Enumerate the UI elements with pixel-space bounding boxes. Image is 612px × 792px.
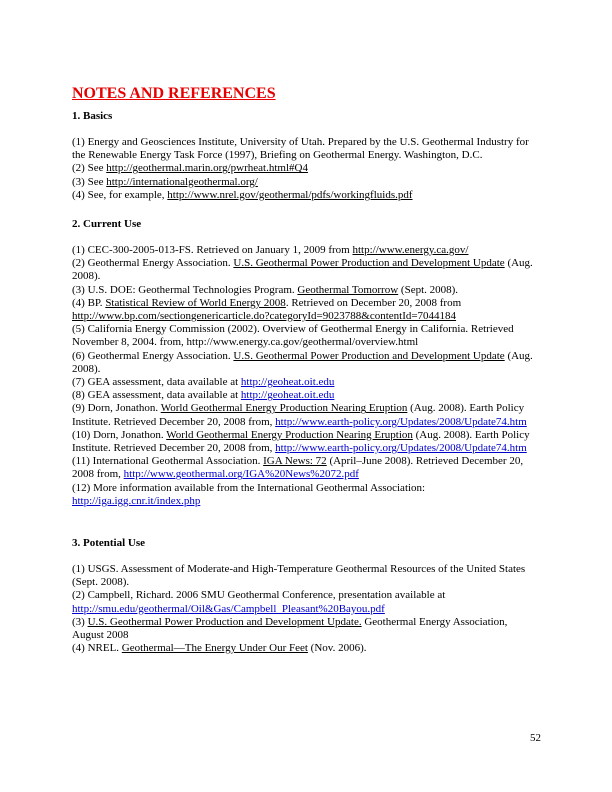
reference-link[interactable]: http://www.earth-policy.org/Updates/2008/Update74.htm [275, 442, 527, 455]
page-title: NOTES AND REFERENCES [72, 85, 276, 102]
reference-entry: (2) See http://geothermal.marin.org/pwrheat.html#Q4 [72, 162, 308, 175]
reference-entry: (1) Energy and Geosciences Institute, University of Utah. Prepared by the U.S. Geothermal Industry for the Renewable Energy Task Force (1997), Briefing on Geothermal Energy. Washington, D.C. [72, 136, 529, 162]
reference-link[interactable]: http://geoheat.oit.edu [240, 389, 335, 402]
reference-entry: (7) GEA assessment, data available at http://geoheat.oit.edu [72, 376, 335, 389]
reference-entry: (8) GEA assessment, data available at http://geoheat.oit.edu [72, 389, 335, 402]
reference-link[interactable]: http://smu.edu/geothermal/Oil&Gas/Campbell_Pleasant%20Bayou.pdf [72, 602, 385, 615]
reference-entry: (2) Campbell, Richard. 2006 SMU Geothermal Conference, presentation available at http://smu.edu/geothermal/Oil&Gas/Campbell_Pleasant%20Bayou.pdf [72, 589, 446, 615]
reference-entry: (4) NREL. Geothermal—The Energy Under Our Feet (Nov. 2006). [72, 642, 367, 655]
reference-link[interactable]: http://internationalgeothermal.org/ [106, 175, 258, 188]
reference-link[interactable]: http://www.bp.com/sectiongenericarticle.do?categoryId=9023788&contentId=7044184 [72, 310, 457, 323]
reference-link[interactable]: http://www.earth-policy.org/Updates/2008/Update74.htm [275, 415, 527, 428]
basics-references [72, 136, 540, 202]
reference-entry: (10) Dorn, Jonathon. World Geothermal Energy Production Nearing Eruption (Aug. 2008). Earth Policy Institute. Retrieved December 20, 2008 from, http://www.earth-policy.org/Updates/2008/Update74.htm [72, 428, 530, 455]
reference-entry: (9) Dorn, Jonathon. World Geothermal Energy Production Nearing Eruption (Aug. 2008). Earth Policy Institute. Retrieved December 20, 2008 from, http://www.earth-policy.org/Updates/2008/Update74.htm [72, 402, 527, 428]
reference-entry: (6) Geothermal Energy Association. U.S. Geothermal Power Production and Development Update (Aug. 2008). [72, 349, 533, 375]
reference-entry: (12) More information available from the International Geothermal Association: http://iga.igg.cnr.it/index.php [72, 481, 426, 507]
reference-entry: (11) International Geothermal Association. IGA News: 72 (April–June 2008). Retrieved December 20, 2008 from, http://www.geothermal.org/IGA%20News%2072.pdf [72, 455, 524, 481]
reference-entry: (4) See, for example, http://www.nrel.gov/geothermal/pdfs/workingfluids.pdf [72, 188, 413, 201]
reference-entry: (4) BP. Statistical Review of World Energy 2008. Retrieved on December 20, 2008 from http://www.bp.com/sectiongenericarticle.do?categoryId=9023788&contentId=7044184 [72, 296, 462, 323]
reference-link[interactable]: http://geoheat.oit.edu [240, 376, 335, 389]
page-number: 52 [530, 732, 541, 744]
reference-entry: (5) California Energy Commission (2002). Overview of Geothermal Energy in California. Retrieved November 8, 2004. from, http://www.energy.ca.gov/geothermal/overview.html [72, 323, 514, 349]
reference-entry: (3) U.S. Geothermal Power Production and Development Update. Geothermal Energy Association, August 2008 [72, 615, 508, 642]
reference-entry: (3) U.S. DOE: Geothermal Technologies Program. Geothermal Tomorrow (Sept. 2008). [72, 283, 459, 296]
reference-entry: (1) CEC-300-2005-013-FS. Retrieved on January 1, 2009 from http://www.energy.ca.gov/ [72, 244, 469, 257]
current-use-references [72, 244, 540, 508]
reference-link[interactable]: http://iga.igg.cnr.it/index.php [72, 494, 201, 507]
reference-link[interactable]: http://www.nrel.gov/geothermal/pdfs/workingfluids.pdf [167, 188, 413, 201]
reference-entry: (3) See http://internationalgeothermal.org/ [72, 175, 258, 188]
section-heading-potential-use: 3. Potential Use [72, 537, 146, 550]
reference-entry: (2) Geothermal Energy Association. U.S. Geothermal Power Production and Development Update (Aug. 2008). [72, 257, 533, 283]
reference-entry: (1) USGS. Assessment of Moderate-and High-Temperature Geothermal Resources of the United States (Sept. 2008). [72, 563, 526, 589]
reference-link[interactable]: http://geothermal.marin.org/pwrheat.html#Q4 [106, 162, 308, 175]
potential-use-references [72, 563, 540, 655]
document-page [72, 84, 540, 656]
reference-link[interactable]: http://www.geothermal.org/IGA%20News%2072.pdf [123, 468, 359, 481]
section-heading-current-use: 2. Current Use [72, 218, 142, 231]
section-heading-basics: 1. Basics [72, 110, 113, 122]
reference-link[interactable]: http://www.energy.ca.gov/ [352, 244, 469, 257]
